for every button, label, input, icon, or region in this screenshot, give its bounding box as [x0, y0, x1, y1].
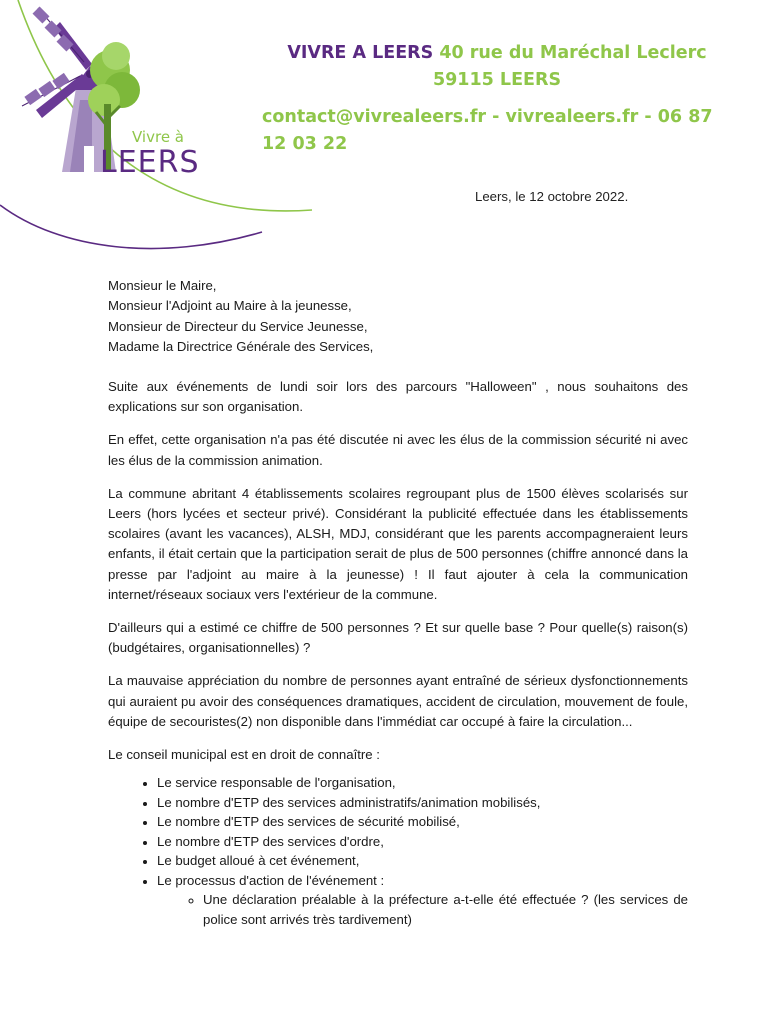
bullet-list: [108, 773, 688, 929]
bullet-text: Le nombre d'ETP des services d'ordre,: [157, 833, 384, 849]
logo-text-top: Vivre à: [132, 128, 185, 146]
paragraph: La mauvaise appréciation du nombre de personnes ayant entraîné de sérieux dysfonctionnements qui auraient pu avoir des conséquences dramatiques, accident de circulation, mouvement de foule, équipe de secouristes(2) non disponible dans l'immédiat car occupé à faire la circulation...: [108, 673, 688, 729]
paragraph: La commune abritant 4 établissements scolaires regroupant plus de 1500 élèves scolarisés sur Leers (hors lycées et secteur privé). Considérant la publicité effectuée dans les établissements scolaires (avant les vacances), ALSH, MDJ, considérant que les parents accompagneraient leurs enfants, il était certain que la participation serait de plus de 500 personnes (chiffre annoncé dans la presse par l'adjoint au maire à la jeunesse) ! Il faut ajouter à cela la communication internet/réseaux sociaux vers l'extérieur de la commune.: [108, 485, 688, 602]
bullet-text: Le nombre d'ETP des services administratifs/animation mobilisés,: [157, 794, 541, 810]
bullet-text: Le nombre d'ETP des services de sécurité mobilisé,: [157, 814, 460, 830]
logo-text-bottom: LEERS: [100, 145, 200, 180]
bullet-item: [157, 851, 688, 871]
paragraph: D'ailleurs qui a estimé ce chiffre de 500 personnes ? Et sur quelle base ? Pour quelle(s) raison(s) (budgétaires, organisationnelles) ?: [108, 620, 688, 656]
bullet-item: [157, 793, 688, 813]
recipient-line: Monsieur l'Adjoint au Maire à la jeunesse,: [108, 298, 352, 314]
paragraph: En effet, cette organisation n'a pas été discutée ni avec les élus de la commission sécurité ni avec les élus de la commission animation.: [108, 432, 688, 468]
paragraph: Suite aux événements de lundi soir lors des parcours "Halloween" , nous souhaitons des explications sur son organisation.: [108, 379, 688, 415]
decorative-arc-purple: [0, 205, 262, 249]
bullet-text: Le processus d'action de l'événement :: [157, 872, 385, 888]
brand-name: VIVRE A LEERS: [287, 43, 434, 63]
address-street: 40 rue du Maréchal Leclerc: [439, 43, 707, 63]
bullet-item: [157, 773, 688, 793]
bullet-item: [157, 871, 688, 930]
address-city: 59115 LEERS: [432, 70, 562, 90]
sub-bullet-text: Une déclaration préalable à la préfecture a-t-elle été effectuée ? (les services de police sont arrivés très tardivement): [203, 892, 688, 927]
sub-bullet-list: [157, 890, 688, 929]
bullet-text: Le service responsable de l'organisation,: [157, 775, 396, 791]
contact-line: contact@vivrealeers.fr - vivrealeers.fr - 06 87 12 03 22: [262, 107, 713, 154]
bullet-item: [157, 832, 688, 852]
recipient-line: Monsieur de Directeur du Service Jeunesse,: [108, 318, 368, 334]
recipients-block: [108, 276, 373, 357]
recipient-line: Monsieur le Maire,: [108, 278, 217, 293]
bullet-text: Le budget alloué à cet événement,: [157, 853, 360, 869]
date-line: Leers, le 12 octobre 2022.: [475, 189, 629, 204]
paragraph: Le conseil municipal est en droit de connaître :: [108, 747, 380, 763]
bullet-item: [157, 812, 688, 832]
letterhead-address: [262, 40, 732, 158]
letter-body: [108, 377, 688, 929]
recipient-line: Madame la Directrice Générale des Services,: [108, 338, 374, 354]
sub-bullet-item: [203, 890, 688, 929]
